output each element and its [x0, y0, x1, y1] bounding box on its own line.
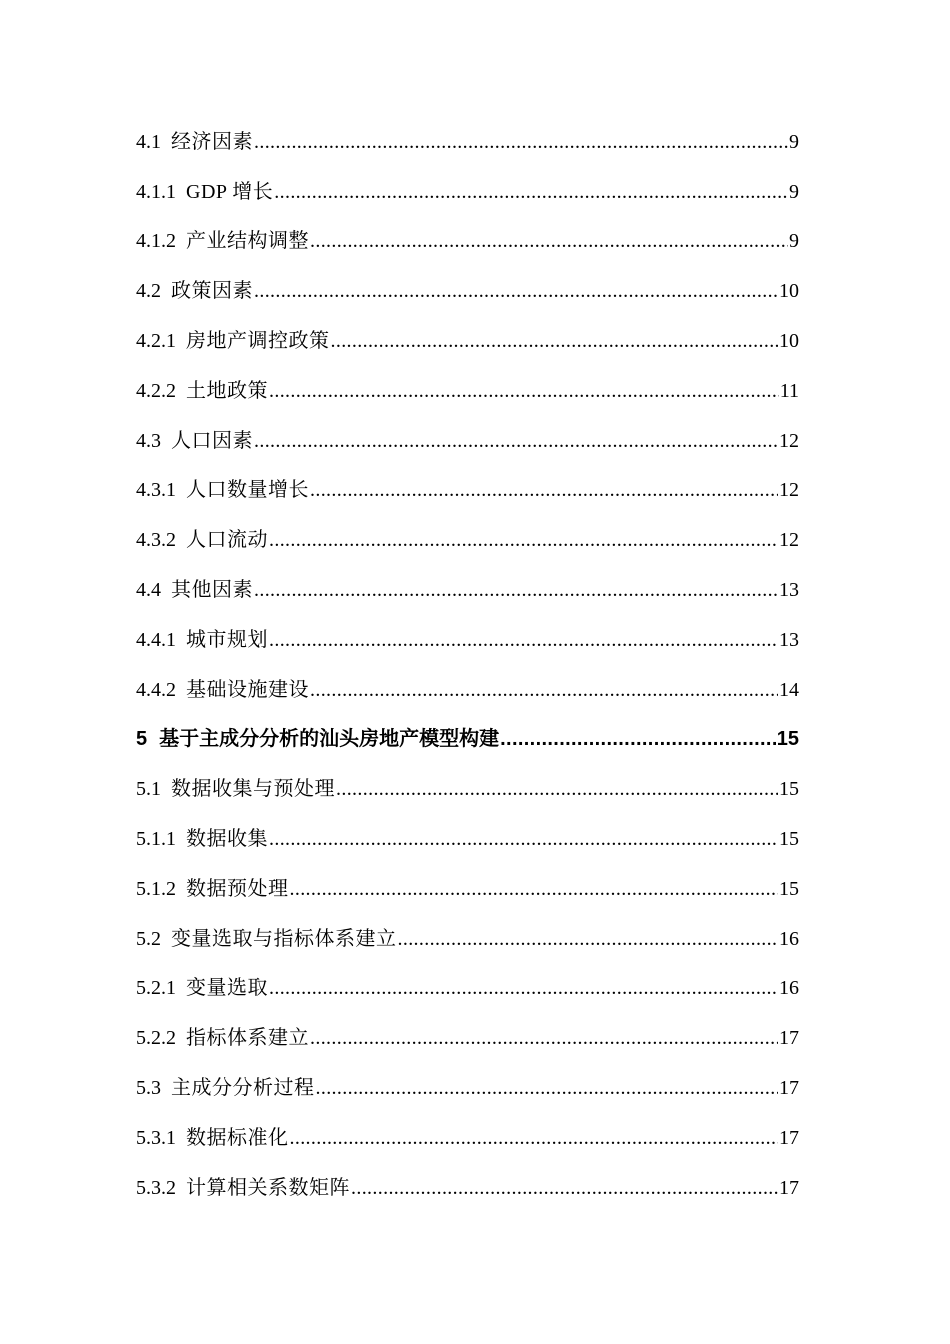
toc-dot-leader	[269, 366, 779, 416]
toc-dot-leader	[310, 1013, 778, 1063]
toc-entry[interactable]	[136, 964, 799, 1014]
toc-entry-page: 15	[779, 827, 799, 850]
toc-entry-title: 人口因素	[171, 429, 253, 452]
toc-dot-leader	[336, 764, 778, 814]
toc-entry-title: 产业结构调整	[186, 230, 309, 253]
toc-entry-title: 变量选取与指标体系建立	[171, 927, 397, 950]
toc-entry-title: 基于主成分分析的汕头房地产模型构建	[159, 728, 500, 751]
toc-entry[interactable]	[136, 167, 799, 217]
toc-dot-leader	[254, 266, 778, 316]
toc-entry-page: 16	[779, 977, 799, 1000]
toc-entry-page: 9	[789, 230, 799, 253]
toc-entry-title: 主成分分析过程	[171, 1076, 315, 1099]
toc-entry-title: 城市规划	[186, 628, 268, 651]
toc-entry-page: 10	[779, 280, 799, 303]
toc-entry-title: 变量选取	[186, 977, 268, 1000]
toc-entry-title: 人口流动	[186, 529, 268, 552]
toc-dot-leader	[290, 1113, 779, 1163]
toc-entry-title: 房地产调控政策	[186, 329, 330, 352]
toc-entry-title: 政策因素	[171, 280, 253, 303]
toc-entry-number: 4.4.1	[136, 628, 176, 651]
toc-entry-title: 其他因素	[171, 578, 253, 601]
toc-entry-page: 9	[789, 130, 799, 153]
toc-dot-leader	[310, 216, 788, 266]
toc-entry-page: 16	[779, 927, 799, 950]
toc-dot-leader	[500, 714, 776, 764]
toc-entry-number: 5.3	[136, 1076, 161, 1099]
toc-dot-leader	[269, 963, 778, 1013]
toc-entry-number: 4.3.2	[136, 529, 176, 552]
toc-entry[interactable]	[136, 615, 799, 665]
toc-entry-number: 4.2	[136, 280, 161, 303]
toc-entry-title: 土地政策	[186, 379, 268, 402]
toc-dot-leader	[331, 316, 779, 366]
toc-entry-page: 17	[779, 1027, 799, 1050]
toc-dot-leader	[290, 864, 779, 914]
toc-entry-number: 5.2.1	[136, 977, 176, 1000]
toc-entry-page: 9	[789, 180, 799, 203]
toc-entry-number: 4.4	[136, 578, 161, 601]
toc-entry-title: 计算相关系数矩阵	[186, 1176, 350, 1199]
toc-entry-number: 5.2	[136, 927, 161, 950]
toc-entry-number: 4.2.2	[136, 379, 176, 402]
toc-entry-number: 4.1	[136, 130, 161, 153]
toc-entry-title: 数据标准化	[186, 1126, 289, 1149]
toc-entry[interactable]	[136, 764, 799, 814]
toc-entry[interactable]	[136, 565, 799, 615]
toc-entry[interactable]	[136, 1163, 799, 1213]
toc-chapter-entry[interactable]	[136, 715, 799, 765]
toc-entry-page: 11	[779, 379, 799, 402]
toc-dot-leader	[351, 1163, 778, 1213]
toc-dot-leader	[310, 465, 778, 515]
table-of-contents	[136, 117, 799, 1213]
toc-dot-leader	[269, 515, 778, 565]
toc-entry-number: 4.4.2	[136, 678, 176, 701]
toc-entry-page: 12	[779, 529, 799, 552]
toc-entry-number: 4.3.1	[136, 479, 176, 502]
toc-dot-leader	[254, 117, 788, 167]
toc-dot-leader	[310, 665, 778, 715]
toc-entry-title: 数据预处理	[186, 877, 289, 900]
toc-entry[interactable]	[136, 316, 799, 366]
toc-dot-leader	[254, 565, 778, 615]
toc-entry-number: 5.3.2	[136, 1176, 176, 1199]
toc-entry[interactable]	[136, 217, 799, 267]
toc-entry-page: 17	[779, 1176, 799, 1199]
toc-entry-page: 15	[779, 778, 799, 801]
toc-entry-number: 5.3.1	[136, 1126, 176, 1149]
toc-entry[interactable]	[136, 814, 799, 864]
toc-entry-page: 15	[779, 877, 799, 900]
toc-entry-page: 14	[779, 678, 799, 701]
toc-entry[interactable]	[136, 515, 799, 565]
toc-dot-leader	[316, 1063, 779, 1113]
toc-entry[interactable]	[136, 1013, 799, 1063]
toc-entry-number: 4.2.1	[136, 329, 176, 352]
toc-entry[interactable]	[136, 914, 799, 964]
toc-entry-page: 13	[779, 628, 799, 651]
toc-entry-page: 17	[779, 1126, 799, 1149]
toc-entry-page: 12	[779, 479, 799, 502]
toc-entry[interactable]	[136, 366, 799, 416]
toc-entry-number: 4.1.2	[136, 230, 176, 253]
toc-entry[interactable]	[136, 864, 799, 914]
toc-dot-leader	[269, 615, 778, 665]
toc-entry-title: 人口数量增长	[186, 479, 309, 502]
toc-entry-page: 17	[779, 1076, 799, 1099]
toc-entry-number: 5.1.2	[136, 877, 176, 900]
toc-entry-title: GDP 增长	[186, 180, 274, 203]
toc-entry-title: 经济因素	[171, 130, 253, 153]
toc-entry-title: 数据收集与预处理	[171, 778, 335, 801]
toc-entry-number: 4.1.1	[136, 180, 176, 203]
toc-entry-number: 4.3	[136, 429, 161, 452]
toc-entry[interactable]	[136, 117, 799, 167]
toc-entry[interactable]	[136, 266, 799, 316]
toc-entry-page: 12	[779, 429, 799, 452]
toc-entry[interactable]	[136, 1063, 799, 1113]
toc-entry-number: 5.2.2	[136, 1027, 176, 1050]
toc-entry-number: 5	[136, 728, 148, 751]
toc-dot-leader	[269, 814, 778, 864]
toc-entry[interactable]	[136, 466, 799, 516]
toc-dot-leader	[254, 416, 778, 466]
toc-entry-page: 10	[779, 329, 799, 352]
toc-entry[interactable]	[136, 1113, 799, 1163]
toc-entry-number: 5.1	[136, 778, 161, 801]
toc-dot-leader	[274, 167, 788, 217]
toc-dot-leader	[398, 914, 779, 964]
toc-entry[interactable]	[136, 416, 799, 466]
toc-entry-title: 指标体系建立	[186, 1027, 309, 1050]
toc-entry-page: 13	[779, 578, 799, 601]
toc-entry[interactable]	[136, 665, 799, 715]
toc-entry-title: 基础设施建设	[186, 678, 309, 701]
toc-entry-title: 数据收集	[186, 827, 268, 850]
toc-entry-number: 5.1.1	[136, 827, 176, 850]
toc-entry-page: 15	[776, 728, 799, 751]
